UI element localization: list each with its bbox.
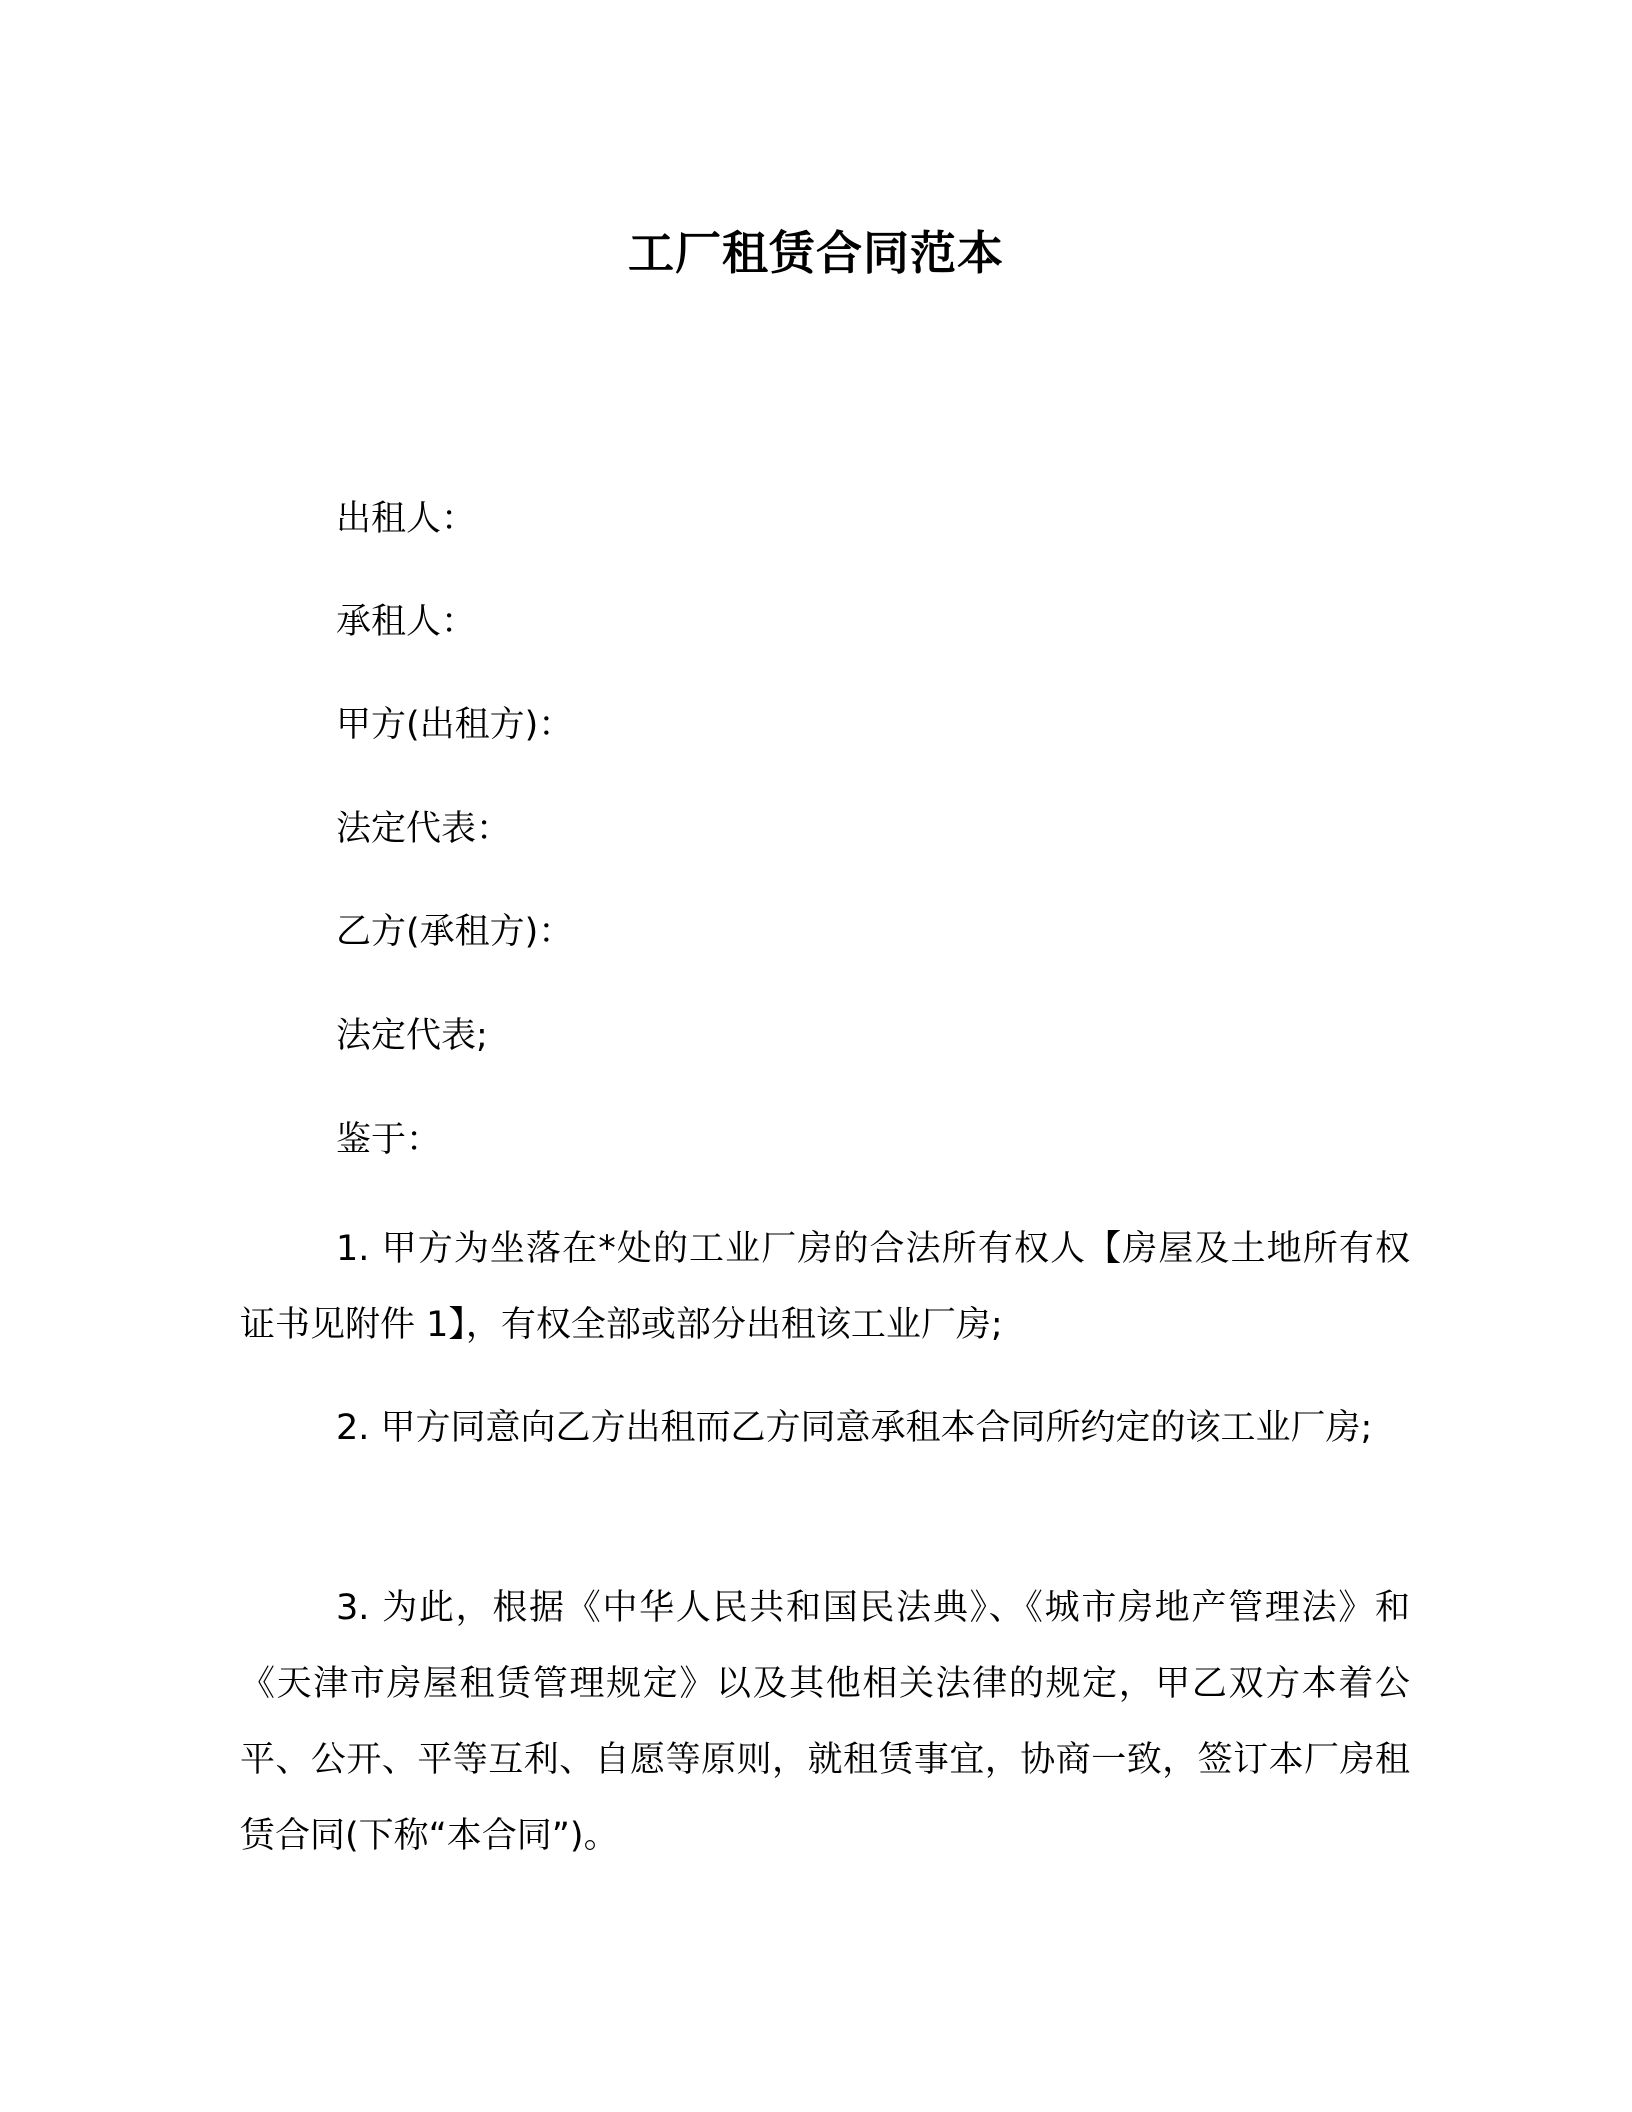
party-a-legal-representative-label: 法定代表： — [336, 809, 512, 849]
party-b-legal-representative-label: 法定代表; — [336, 1016, 488, 1056]
document-title: 工厂租赁合同范本 — [628, 226, 1004, 280]
clause-2: 2. 甲方同意向乙方出租而乙方同意承租本合同所约定的该工业厂房; — [336, 1408, 1373, 1448]
whereas-label: 鉴于： — [336, 1120, 442, 1160]
lessor-label: 出租人： — [336, 499, 477, 539]
clause-3: 3. 为此，根据《中华人民共和国民法典》、《城市房地产管理法》和《天津市房屋租赁管理规定》以及其他相关法律的规定，甲乙双方本着公平、公开、平等互利、自愿等原则，就租赁事宜，协商一致，签订本厂房租赁合同(下称“本合同”)。 — [240, 1588, 1410, 1856]
party-b-label: 乙方(承租方)： — [336, 912, 574, 952]
party-a-label: 甲方(出租方)： — [336, 705, 574, 745]
lessee-label: 承租人： — [336, 602, 477, 642]
clause-1: 1. 甲方为坐落在*处的工业厂房的合法所有权人【房屋及土地所有权证书见附件 1】，有权全部或部分出租该工业厂房; — [240, 1229, 1410, 1345]
